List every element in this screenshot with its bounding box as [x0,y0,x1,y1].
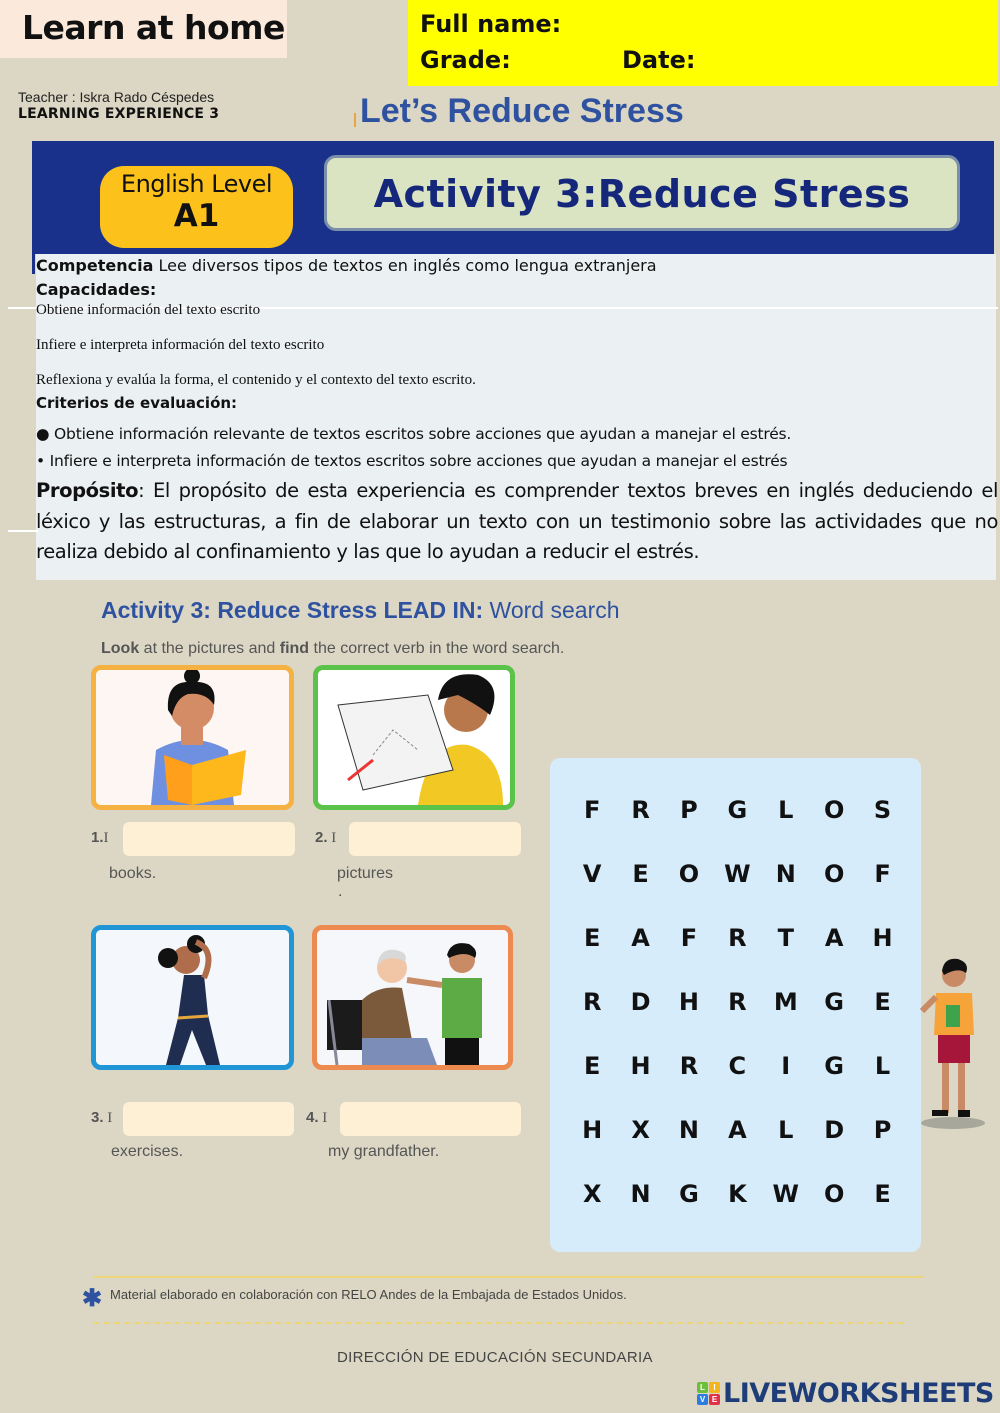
ws-cell[interactable]: R [679,1052,699,1080]
proposito-text: : El propósito de esta experiencia es comprender textos breves en inglés deduciendo el léxico y las estructuras, a fin de elaborar un texto con un testimonio sobre las actividades que no realiza debido al confinamiento y las que lo ayudan a reducir el estrés. [36,479,998,563]
item-4-label [306,1109,327,1127]
item-2-after-text: pictures [337,865,394,882]
answer-input-3[interactable] [123,1102,294,1136]
ws-cell[interactable]: L [778,1116,794,1144]
full-name-label: Full name: [420,10,562,38]
ws-cell[interactable]: M [773,988,798,1016]
capacidades-heading: Capacidades: [36,280,157,299]
liveworksheets-brand[interactable] [697,1378,994,1409]
footer-note: Material elaborado en colaboración con RELO Andes de la Embajada de Estados Unidos. [110,1287,627,1302]
answer-input-2[interactable] [349,822,521,856]
ws-cell[interactable]: G [824,1052,844,1080]
ws-cell[interactable]: O [678,860,700,888]
grade-label: Grade: [420,46,511,74]
ws-cell[interactable]: L [778,796,794,824]
ws-cell[interactable]: P [680,796,698,824]
logo-letter: E [709,1394,720,1405]
criterios-heading: Criterios de evaluación: [36,394,238,412]
picture-exercise [91,925,294,1070]
ws-cell[interactable]: R [582,988,602,1016]
ws-cell[interactable]: E [874,988,891,1016]
date-label: Date: [622,46,696,74]
item-number: 2. [315,829,328,846]
competencia [36,256,657,275]
ws-cell[interactable]: X [631,1116,650,1144]
activity-heading [101,597,620,624]
ws-cell[interactable]: F [583,796,601,824]
activity-heading-bold: Activity 3: Reduce Stress LEAD IN: [101,597,484,623]
proposito [36,476,998,568]
item-2-after-dot: . [338,883,343,900]
logo-letter: I [709,1382,720,1393]
activity-heading-rest: Word search [483,597,620,623]
picture-reading [91,665,294,810]
item-2-label [315,829,336,847]
boy-helping-grandfather-icon [317,930,508,1065]
picture-helping [312,925,513,1070]
ws-cell[interactable]: E [632,860,649,888]
item-subject: I [103,1110,113,1126]
item-1-after-text: books. [109,865,157,882]
activity-instruction [101,640,564,658]
ws-cell[interactable]: X [582,1180,602,1208]
ws-cell[interactable]: W [772,1180,799,1208]
boy-mascot-illustration [918,955,988,1130]
ws-cell[interactable]: N [678,1116,700,1144]
ws-cell[interactable]: D [630,988,651,1016]
learning-experience: LEARNING EXPERIENCE 3 [18,106,220,122]
ws-cell[interactable]: K [728,1180,747,1208]
girl-stretching-exercise-icon [96,930,289,1065]
word-search-grid [568,778,908,1226]
ws-cell[interactable]: H [872,924,893,952]
activity-title-box: Activity 3:Reduce Stress [324,155,960,231]
criterio-item: ● Obtiene información relevante de textos escritos sobre acciones que ayudan a manejar el estrés. [36,425,792,443]
boy-mascot-icon [918,955,988,1130]
ws-cell[interactable]: W [724,860,751,888]
footer-dashed-divider [94,1322,904,1324]
title-decoration [354,113,356,127]
instruction-look: Look [101,640,140,657]
student-info-box [408,0,998,86]
ws-cell[interactable]: G [679,1180,699,1208]
ws-cell[interactable]: L [874,1052,891,1080]
level-label: English Level [120,170,273,198]
ws-cell[interactable]: S [873,796,892,824]
ws-cell[interactable]: O [823,1180,845,1208]
ws-cell[interactable]: N [630,1180,651,1208]
divider [8,530,38,532]
ws-cell[interactable]: F [874,860,891,888]
ws-cell[interactable]: E [874,1180,891,1208]
learn-at-home-label: Learn at home [0,0,287,58]
item-subject: I [103,830,109,846]
item-number: 4. [306,1109,319,1126]
ws-cell[interactable]: O [823,860,845,888]
level-value: A1 [173,198,220,234]
ws-cell[interactable]: R [631,796,650,824]
page-title: Let’s Reduce Stress [360,92,684,130]
ws-cell[interactable]: F [680,924,698,952]
ws-cell[interactable]: D [824,1116,845,1144]
ws-cell[interactable]: H [678,988,700,1016]
ws-cell[interactable]: P [873,1116,892,1144]
picture-drawing [313,665,515,810]
ws-cell[interactable]: V [582,860,602,888]
instruction-find: find [279,640,310,657]
ws-cell[interactable]: H [582,1116,603,1144]
item-3-after-text: exercises. [111,1143,184,1160]
ws-cell[interactable]: T [777,924,794,952]
instruction-mid: at the pictures and [139,640,280,657]
ws-cell[interactable]: A [631,924,650,952]
answer-input-4[interactable] [340,1102,521,1136]
item-number: 1. [91,829,104,846]
ws-cell[interactable]: H [630,1052,651,1080]
item-1-label [91,829,109,847]
item-4-after-text: my grandfather. [328,1143,440,1160]
ws-cell[interactable]: R [728,924,747,952]
teacher-name: Teacher : Iskra Rado Céspedes [18,89,215,105]
item-number: 3. [91,1109,104,1126]
instruction-end: the correct verb in the word search. [309,640,565,657]
ws-cell[interactable]: G [824,988,844,1016]
ws-cell[interactable]: N [775,860,796,888]
asterisk-icon: ✱ [82,1285,103,1312]
liveworksheets-logo-icon [697,1382,720,1405]
ws-cell[interactable]: A [824,924,844,952]
ws-cell[interactable]: A [728,1116,747,1144]
ws-cell[interactable]: E [583,1052,601,1080]
item-3-label [91,1109,112,1127]
info-panel-accent [32,254,35,274]
proposito-label: Propósito [36,479,139,502]
english-level-badge [100,166,293,248]
ws-cell[interactable]: C [728,1052,747,1080]
criterio-item: • Infiere e interpreta información de textos escritos sobre acciones que ayudan a manejar el estrés [36,452,788,470]
competencia-text: Lee diversos tipos de textos en inglés como lengua extranjera [153,256,657,275]
item-subject: I [318,1110,328,1126]
girl-reading-book-icon [96,670,289,805]
footer-divider [94,1276,924,1278]
logo-letter: V [697,1394,708,1405]
item-subject: I [327,830,337,846]
capacidad-item: Infiere e interpreta información del texto escrito [36,337,325,353]
ws-cell[interactable]: G [727,796,748,824]
ws-cell[interactable]: R [728,988,747,1016]
logo-letter: L [697,1382,708,1393]
ws-cell[interactable]: I [781,1052,791,1080]
answer-input-1[interactable] [123,822,295,856]
ws-cell[interactable]: E [583,924,601,952]
liveworksheets-text: LIVEWORKSHEETS [723,1378,994,1409]
man-drawing-picture-icon [318,670,510,805]
ws-cell[interactable]: O [823,796,845,824]
capacidad-item: Reflexiona y evalúa la forma, el contenido y el contexto del texto escrito. [36,372,476,388]
competencia-label: Competencia [36,256,154,275]
direccion-label: DIRECCIÓN DE EDUCACIÓN SECUNDARIA [337,1349,653,1366]
capacidad-item: Obtiene información del texto escrito [36,302,261,318]
